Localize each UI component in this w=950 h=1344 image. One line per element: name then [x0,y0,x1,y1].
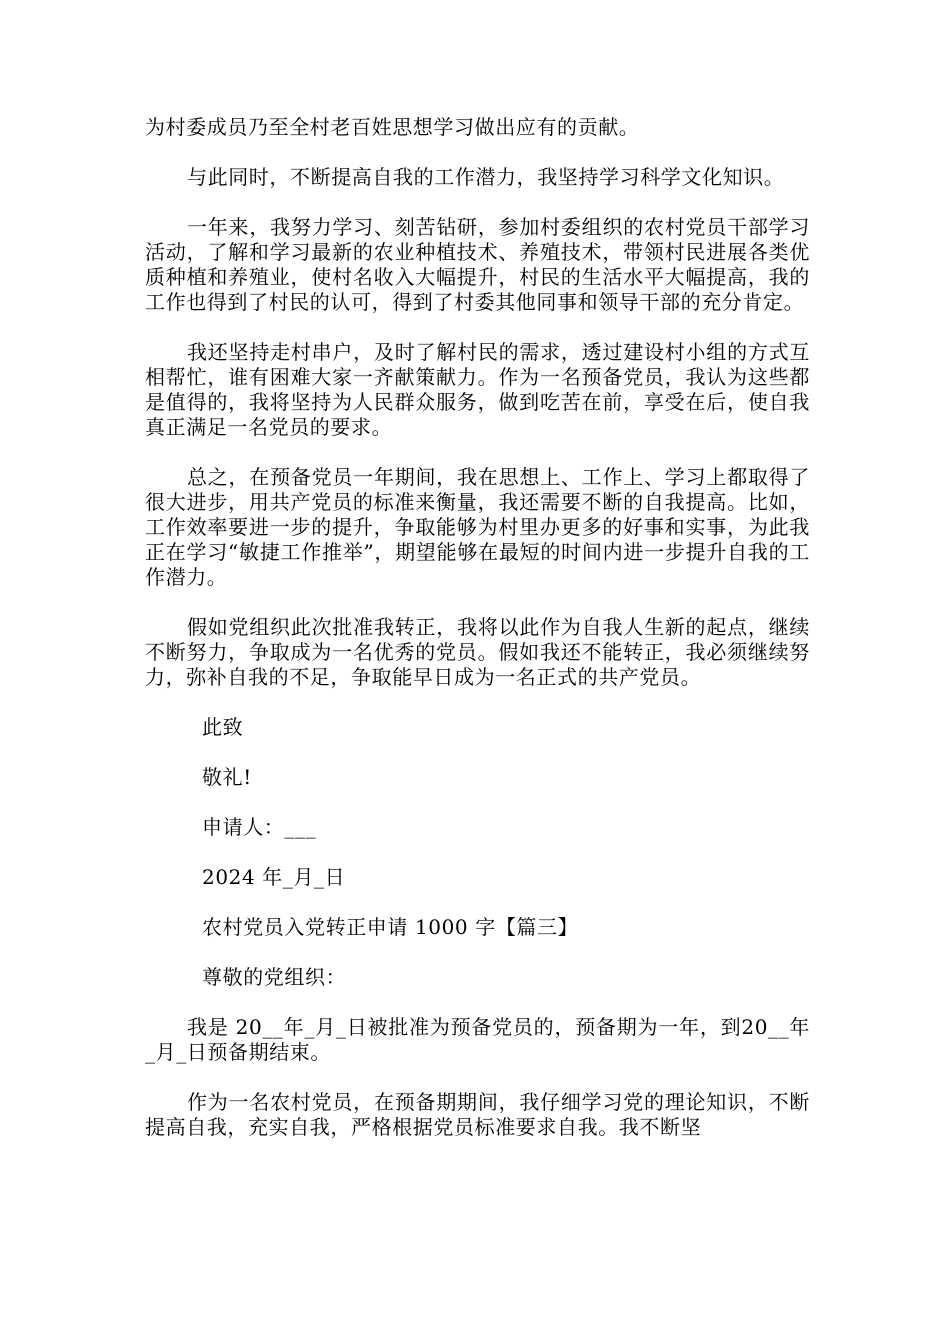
paragraph-probation-period: 我是 20__年_月_日被批准为预备党员的，预备期为一年，到20__年_月_日预备期结束。 [145,1015,810,1064]
paragraph-self-improvement: 与此同时，不断提高自我的工作潜力，我坚持学习科学文化知识。 [187,165,785,189]
paragraph-commitment: 假如党组织此次批准我转正，我将以此作为自我人生新的起点，继续不断努力，争取成为一名优秀的党员。假如我还不能转正，我必须继续努力，弥补自我的不足，争取能早日成为一名正式的共产党员。 [145,615,810,689]
document-body [145,115,810,1165]
section-title: 农村党员入党转正申请 1000 字【篇三】 [202,915,579,939]
closing-applicant: 申请人：___ [202,815,317,839]
closing-respect: 敬礼! [202,765,252,789]
closing-salutation: 此致 [202,715,244,739]
paragraph-year-review: 一年来，我努力学习、刻苦钻研，参加村委组织的农村党员干部学习活动，了解和学习最新的农业种植技术、养殖技术，带领村民进展各类优质种植和养殖业，使村名收入大幅提升，村民的生活水平大幅提高，我的工作也得到了村民的认可，得到了村委其他同事和领导干部的充分肯定。 [145,215,810,314]
section-greeting: 尊敬的党组织： [202,965,347,989]
paragraph-village-visits: 我还坚持走村串户，及时了解村民的需求，透过建设村小组的方式互相帮忙，谁有困难大家一齐献策献力。作为一名预备党员，我认为这些都是值得的，我将坚持为人民群众服务，做到吃苦在前，享受在后，使自我真正满足一名党员的要求。 [145,340,810,439]
closing-date: 2024 年_月_日 [202,865,346,889]
paragraph-summary: 总之，在预备党员一年期间，我在思想上、工作上、学习上都取得了很大进步，用共产党员的标准来衡量，我还需要不断的自我提高。比如，工作效率要进一步的提升，争取能够为村里办更多的好事和实事，为此我正在学习“敏捷工作推举”，期望能够在最短的时间内进一步提升自我的工作潜力。 [145,465,810,589]
paragraph-contribution: 为村委成员乃至全村老百姓思想学习做出应有的贡献。 [145,115,640,139]
paragraph-probation-study: 作为一名农村党员，在预备期期间，我仔细学习党的理论知识，不断提高自我，充实自我，严格根据党员标准要求自我。我不断坚 [145,1090,810,1139]
